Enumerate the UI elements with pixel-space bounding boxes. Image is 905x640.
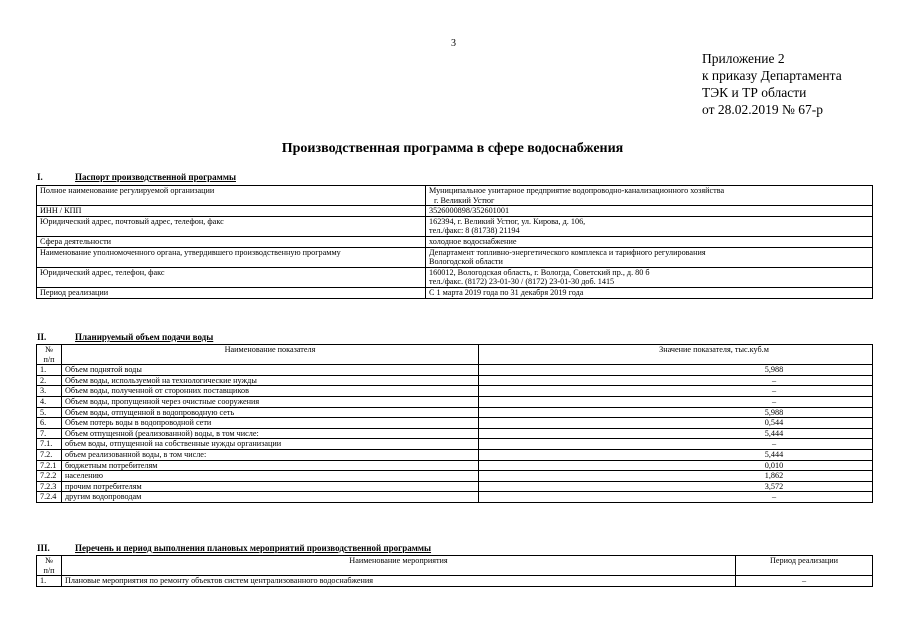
header-line: п/п [43, 354, 55, 364]
section1-title: Паспорт производственной программы [75, 172, 236, 182]
row-value: 0,544 [479, 418, 873, 429]
table-row [37, 396, 873, 407]
table-row [37, 471, 873, 482]
table-row [37, 449, 873, 460]
section2-number: II. [37, 332, 47, 342]
passport-value-line: тел./факс. (8172) 23-01-30 / (8172) 23-01-30 доб. 1415 [429, 277, 615, 287]
table-row [37, 247, 873, 267]
table-header-row [37, 345, 873, 365]
column-header-number [37, 556, 62, 576]
passport-value [426, 186, 873, 206]
row-value: 5,988 [479, 407, 873, 418]
row-name: объем реализованной воды, в том числе: [62, 449, 479, 460]
passport-label: Юридический адрес, телефон, факс [37, 267, 426, 287]
passport-label: Сфера деятельности [37, 236, 426, 247]
row-number: 7. [37, 428, 62, 439]
row-name: Плановые мероприятия по ремонту объектов систем централизованного водоснабжения [62, 576, 736, 587]
table-row [37, 481, 873, 492]
row-number: 6. [37, 418, 62, 429]
row-name: Объем потерь воды в водопроводной сети [62, 418, 479, 429]
passport-value: 3526000898/352601001 [426, 206, 873, 217]
annex-line-4: от 28.02.2019 № 67-р [702, 102, 823, 117]
column-header-period: Период реализации [736, 556, 873, 576]
row-name: Объем поднятой воды [62, 365, 479, 376]
table-row [37, 287, 873, 298]
row-number: 7.2.4 [37, 492, 62, 503]
row-value: – [479, 386, 873, 397]
row-number: 7.2.3 [37, 481, 62, 492]
row-name: Объем воды, отпущенной в водопроводную сеть [62, 407, 479, 418]
passport-value [426, 216, 873, 236]
row-value: 5,444 [479, 428, 873, 439]
row-number: 5. [37, 407, 62, 418]
row-number: 7.2.2 [37, 471, 62, 482]
row-value: – [479, 439, 873, 450]
table-row [37, 576, 873, 587]
annex-line-1: Приложение 2 [702, 51, 785, 66]
row-name: другим водопроводам [62, 492, 479, 503]
section1-number: I. [37, 172, 43, 182]
row-number: 1. [37, 576, 62, 587]
table-row [37, 186, 873, 206]
table-header-row [37, 556, 873, 576]
passport-value-line: тел./факс: 8 (81738) 21194 [429, 226, 520, 236]
row-name: Объем отпущенной (реализованной) воды, в том числе: [62, 428, 479, 439]
row-value: 3,572 [479, 481, 873, 492]
passport-value: холодное водоснабжение [426, 236, 873, 247]
row-name: Объем воды, пропущенной через очистные сооружения [62, 396, 479, 407]
row-number: 7.2.1 [37, 460, 62, 471]
row-value: – [479, 396, 873, 407]
row-number: 1. [37, 365, 62, 376]
row-name: населению [62, 471, 479, 482]
table-row [37, 428, 873, 439]
row-value: – [479, 375, 873, 386]
header-line: п/п [43, 565, 55, 575]
section2-title: Планируемый объем подачи воды [75, 332, 214, 342]
row-number: 4. [37, 396, 62, 407]
passport-label: ИНН / КПП [37, 206, 426, 217]
header-line: № [45, 345, 53, 354]
column-header-number [37, 345, 62, 365]
row-period: – [736, 576, 873, 587]
section3-number: III. [37, 543, 50, 553]
passport-label: Наименование уполномоченного органа, утвердившего производственную программу [37, 247, 426, 267]
passport-value-line: Вологодской области [429, 257, 503, 267]
section1-heading [37, 172, 236, 182]
document-title: Производственная программа в сфере водоснабжения [281, 141, 624, 156]
table-row [37, 236, 873, 247]
annex-line-3: ТЭК и ТР области [702, 85, 807, 100]
passport-value [426, 267, 873, 287]
header-line: № [45, 556, 53, 565]
table-row [37, 267, 873, 287]
section3-heading [37, 543, 431, 553]
annex-block [702, 50, 842, 118]
passport-value-line: г. Великий Устюг [434, 195, 495, 205]
table-row [37, 375, 873, 386]
passport-label: Полное наименование регулируемой организации [37, 186, 426, 206]
activities-table [36, 555, 873, 587]
column-header-name: Наименование мероприятия [62, 556, 736, 576]
passport-value-line: 162394, г. Великий Устюг, ул. Кирова, д. 106, [429, 216, 586, 226]
row-name: объем воды, отпущенной на собственные нужды организации [62, 439, 479, 450]
table-row [37, 216, 873, 236]
row-number: 3. [37, 386, 62, 397]
passport-value: С 1 марта 2019 года по 31 декабря 2019 года [426, 287, 873, 298]
table-row [37, 418, 873, 429]
passport-value [426, 247, 873, 267]
table-row [37, 439, 873, 450]
column-header-name: Наименование показателя [62, 345, 479, 365]
table-row [37, 365, 873, 376]
passport-value-line: Департамент топливно-энергетического комплекса и тарифного регулирования [429, 247, 706, 257]
row-value: – [479, 492, 873, 503]
row-name: Объем воды, полученной от сторонних поставщиков [62, 386, 479, 397]
row-name: Объем воды, используемой на технологические нужды [62, 375, 479, 386]
table-row [37, 460, 873, 471]
row-value: 1,862 [479, 471, 873, 482]
row-number: 2. [37, 375, 62, 386]
section2-heading [37, 332, 213, 342]
table-row [37, 407, 873, 418]
table-row [37, 492, 873, 503]
water-supply-table [36, 344, 873, 503]
row-number: 7.2. [37, 449, 62, 460]
passport-label: Юридический адрес, почтовый адрес, телефон, факс [37, 216, 426, 236]
row-value: 0,010 [479, 460, 873, 471]
passport-label: Период реализации [37, 287, 426, 298]
row-number: 7.1. [37, 439, 62, 450]
passport-value-line: Муниципальное унитарное предприятие водопроводно-канализационного хозяйства [429, 186, 725, 195]
annex-line-2: к приказу Департамента [702, 68, 842, 83]
page-number: 3 [451, 38, 456, 49]
table-row [37, 206, 873, 217]
table-row [37, 386, 873, 397]
section3-title: Перечень и период выполнения плановых мероприятий производственной программы [75, 543, 432, 553]
row-value: 5,988 [479, 365, 873, 376]
column-header-value: Значение показателя, тыс.куб.м [479, 345, 873, 365]
row-value: 5,444 [479, 449, 873, 460]
passport-value-line: 160012, Вологодская область, г. Вологда, Советский пр., д. 80 б [429, 267, 650, 277]
passport-table [36, 185, 873, 299]
row-name: прочим потребителям [62, 481, 479, 492]
row-name: бюджетным потребителям [62, 460, 479, 471]
